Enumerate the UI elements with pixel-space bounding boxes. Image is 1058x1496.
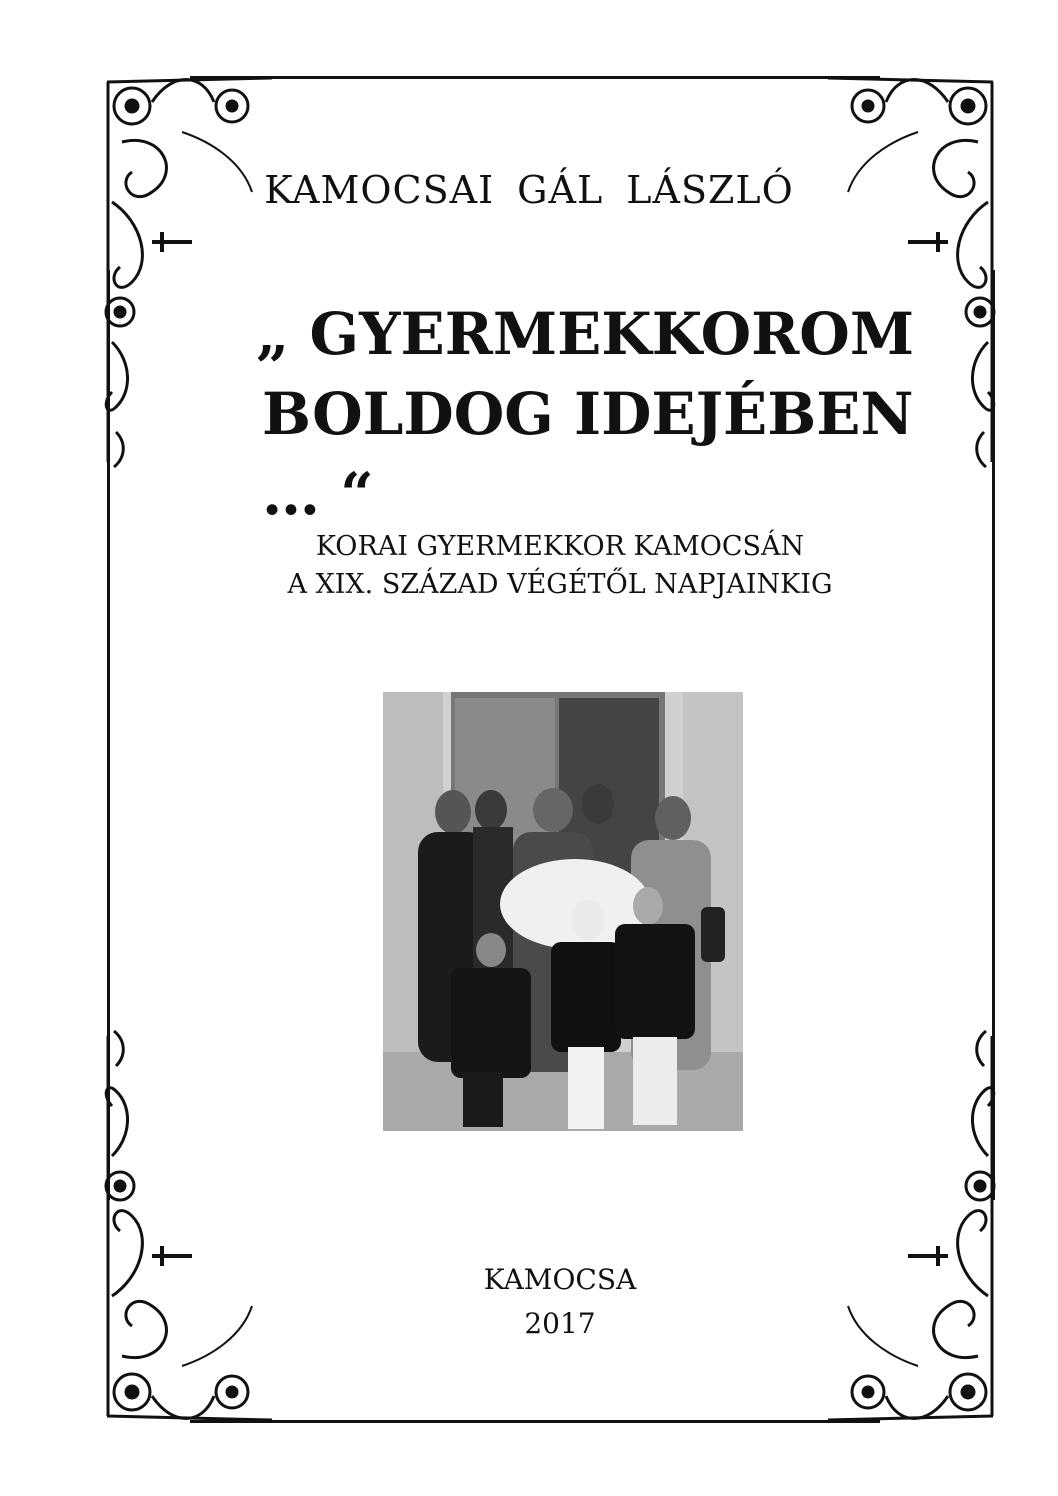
frame-bottom-line xyxy=(190,1420,880,1423)
subtitle xyxy=(0,528,1058,604)
title-line-2: BOLDOG IDEJÉBEN … “ xyxy=(262,380,914,528)
publication-place: KAMOCSA xyxy=(483,1263,637,1296)
cover-photo xyxy=(383,692,743,1131)
corner-ornament-bottom-left xyxy=(92,1016,292,1436)
author-name: KAMOCSAI GÁL LÁSZLÓ xyxy=(264,168,794,212)
publication-info xyxy=(0,1258,1058,1346)
frame-top-line xyxy=(190,76,880,79)
subtitle-line-2: A XIX. SZÁZAD VÉGÉTŐL NAPJAINKIG xyxy=(287,569,833,600)
title-line-1: „ GYERMEKKOROM xyxy=(256,300,915,368)
subtitle-line-1: KORAI GYERMEKKOR KAMOCSÁN xyxy=(315,531,805,562)
publication-year: 2017 xyxy=(524,1307,596,1340)
corner-ornament-bottom-right xyxy=(808,1016,1008,1436)
book-title xyxy=(250,294,950,534)
